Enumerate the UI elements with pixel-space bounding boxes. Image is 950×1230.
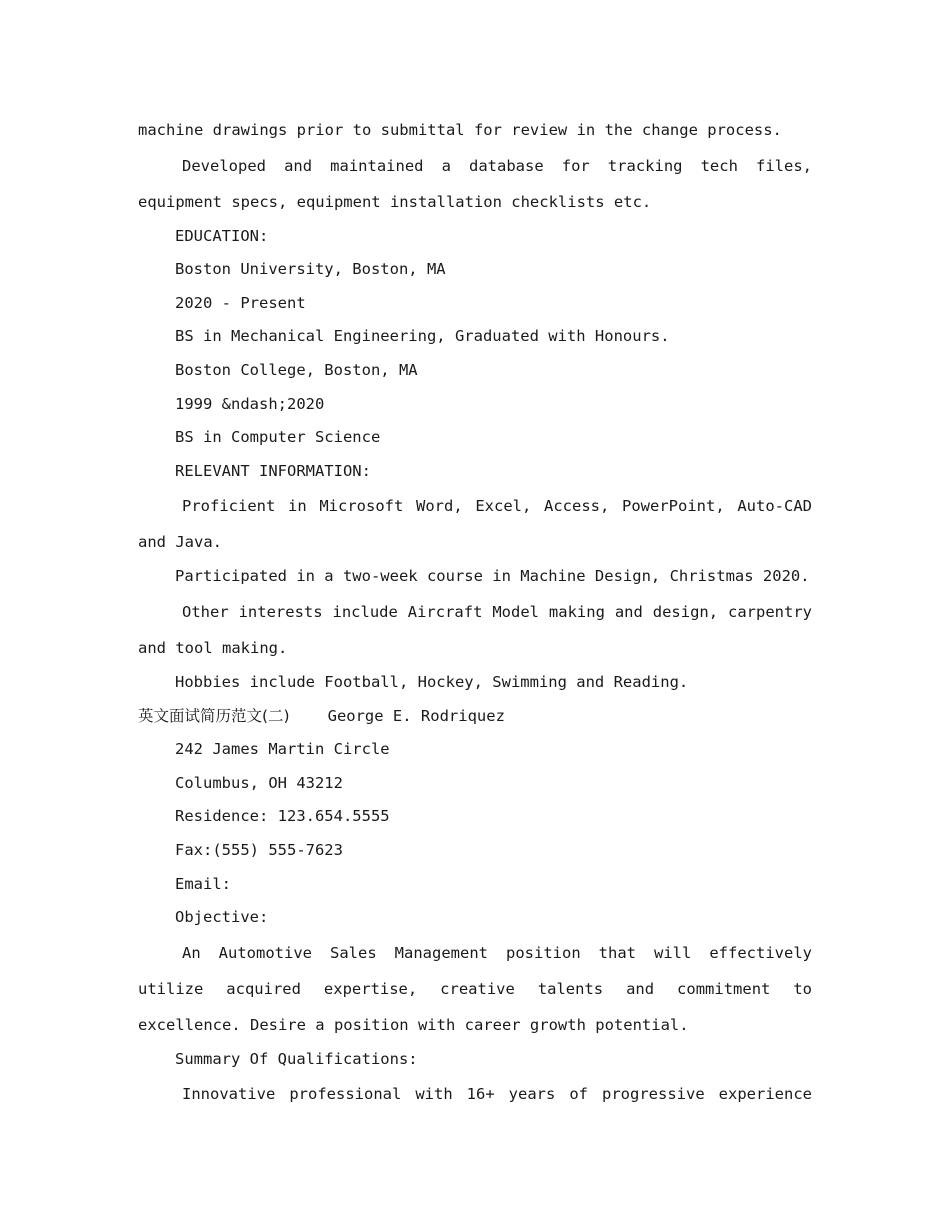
school-dates: 1999 &ndash;2020 bbox=[175, 394, 325, 413]
resume-heading bbox=[138, 700, 812, 734]
text-line: Participated in a two-week course in Machine Design, Christmas 2020. bbox=[175, 567, 810, 586]
school-name: Boston College, Boston, MA bbox=[175, 360, 418, 379]
email-line: Email: bbox=[175, 874, 231, 893]
paragraph-proficient: Proficient in Microsoft Word, Excel, Access, PowerPoint, Auto-CAD and Java. bbox=[138, 497, 812, 552]
address-line: Columbus, OH 43212 bbox=[175, 773, 343, 792]
paragraph-interests: Other interests include Aircraft Model making and design, carpentry and tool making. bbox=[138, 602, 812, 657]
resume-title: 英文面试简历范文(二) bbox=[138, 706, 290, 725]
school-dates: 2020 - Present bbox=[175, 293, 306, 312]
text-line: machine drawings prior to submittal for review in the change process. bbox=[138, 121, 782, 139]
candidate-name: George E. Rodriquez bbox=[327, 706, 505, 725]
address-line: 242 James Martin Circle bbox=[175, 740, 390, 759]
school-name: Boston University, Boston, MA bbox=[175, 260, 446, 279]
degree: BS in Computer Science bbox=[175, 428, 381, 447]
paragraph-objective: An Automotive Sales Management position that will effectively utilize acquired expertise, creative talents and commitment to excellence. Desire a position with career growth potential. bbox=[138, 943, 812, 1034]
text-line: Hobbies include Football, Hockey, Swimming and Reading. bbox=[175, 672, 689, 691]
paragraph-database: Developed and maintained a database for tracking tech files, equipment specs, equipment installation checklists etc. bbox=[138, 156, 812, 211]
section-heading-relevant-information: RELEVANT INFORMATION: bbox=[175, 461, 371, 480]
fax-line: Fax:(555) 555-7623 bbox=[175, 840, 343, 859]
paragraph-summary: Innovative professional with 16+ years of progressive experience bbox=[182, 1085, 812, 1104]
degree: BS in Mechanical Engineering, Graduated with Honours. bbox=[175, 327, 670, 346]
section-heading-education: EDUCATION: bbox=[175, 226, 269, 245]
section-heading-objective: Objective: bbox=[175, 908, 269, 927]
phone-line: Residence: 123.654.5555 bbox=[175, 807, 390, 826]
section-heading-summary: Summary Of Qualifications: bbox=[175, 1049, 418, 1068]
document-body bbox=[138, 114, 812, 1112]
